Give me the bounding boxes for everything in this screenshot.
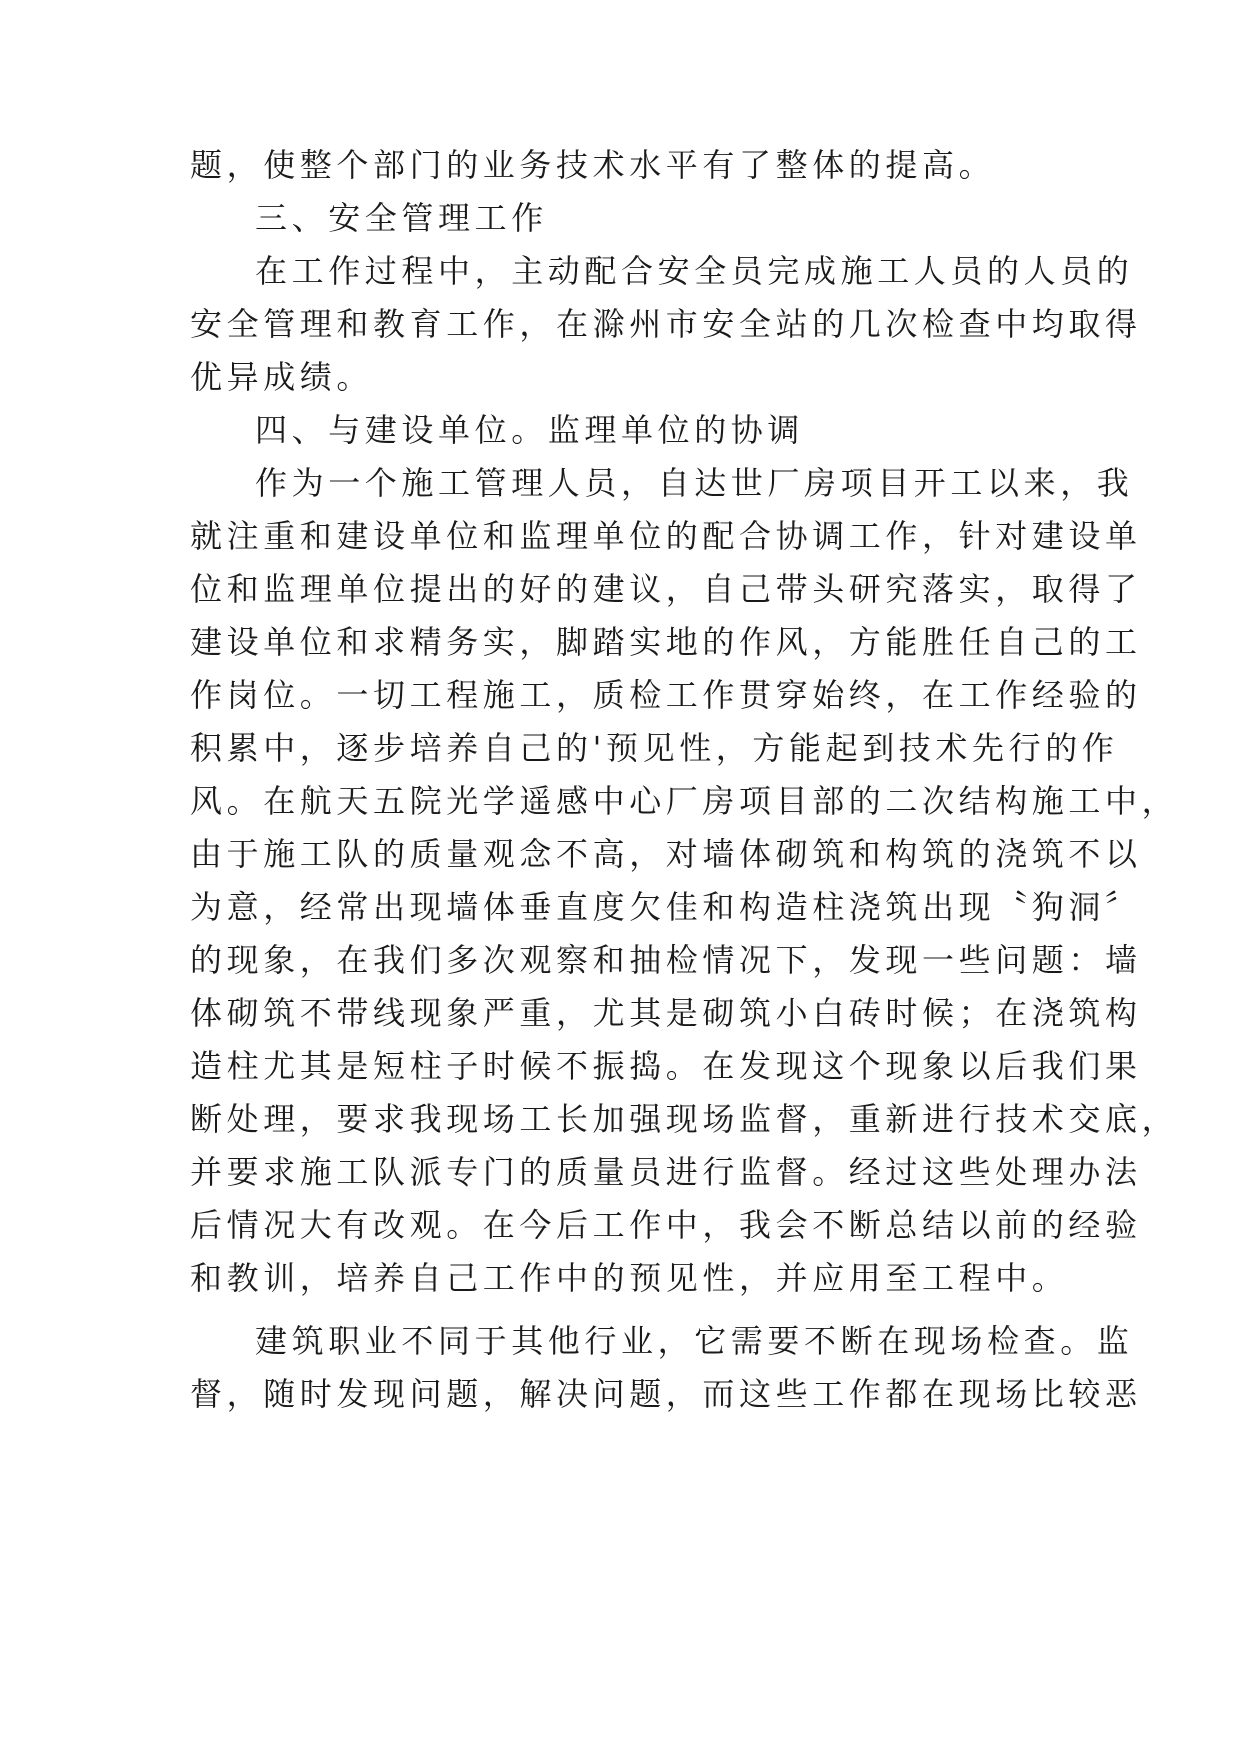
text-line: 并要求施工队派专门的质量员进行监督。经过这些处理办法	[190, 1153, 1142, 1191]
text-line: 的现象，在我们多次观察和抽检情况下，发现一些问题：墙	[190, 941, 1142, 979]
text-line: 由于施工队的质量观念不高，对墙体砌筑和构筑的浇筑不以	[190, 835, 1142, 873]
text-line: 积累中，逐步培养自己的'预见性，方能起到技术先行的作	[190, 729, 1119, 767]
text-line: 建设单位和求精务实，脚踏实地的作风，方能胜任自己的工	[190, 623, 1142, 661]
text-line: 断处理，要求我现场工长加强现场监督，重新进行技术交底，	[190, 1100, 1179, 1138]
section-heading: 四、与建设单位。监理单位的协调	[255, 411, 805, 449]
text-line: 作岗位。一切工程施工，质检工作贯穿始终，在工作经验的	[190, 676, 1142, 714]
text-line: 题，使整个部门的业务技术水平有了整体的提高。	[190, 146, 996, 184]
text-line: 为意，经常出现墙体垂直度欠佳和构造柱浇筑出现〝狗洞〞	[190, 888, 1142, 926]
text-line: 体砌筑不带线现象严重，尤其是砌筑小白砖时候；在浇筑构	[190, 994, 1142, 1032]
text-line: 建筑职业不同于其他行业，它需要不断在现场检查。监	[255, 1322, 1134, 1360]
text-line: 就注重和建设单位和监理单位的配合协调工作，针对建设单	[190, 517, 1142, 555]
text-line: 后情况大有改观。在今后工作中，我会不断总结以前的经验	[190, 1206, 1142, 1244]
text-line: 督，随时发现问题，解决问题，而这些工作都在现场比较恶	[190, 1375, 1142, 1413]
text-line: 位和监理单位提出的好的建议，自己带头研究落实，取得了	[190, 570, 1142, 608]
text-line: 在工作过程中，主动配合安全员完成施工人员的人员的	[255, 252, 1134, 290]
text-line: 和教训，培养自己工作中的预见性，并应用至工程中。	[190, 1259, 1069, 1297]
text-line: 安全管理和教育工作，在滁州市安全站的几次检查中均取得	[190, 305, 1142, 343]
text-line: 优异成绩。	[190, 358, 374, 396]
text-line: 风。在航天五院光学遥感中心厂房项目部的二次结构施工中，	[190, 782, 1179, 820]
text-line: 作为一个施工管理人员，自达世厂房项目开工以来，我	[255, 464, 1134, 502]
text-line: 造柱尤其是短柱子时候不振捣。在发现这个现象以后我们果	[190, 1047, 1142, 1085]
section-heading: 三、安全管理工作	[255, 199, 548, 237]
